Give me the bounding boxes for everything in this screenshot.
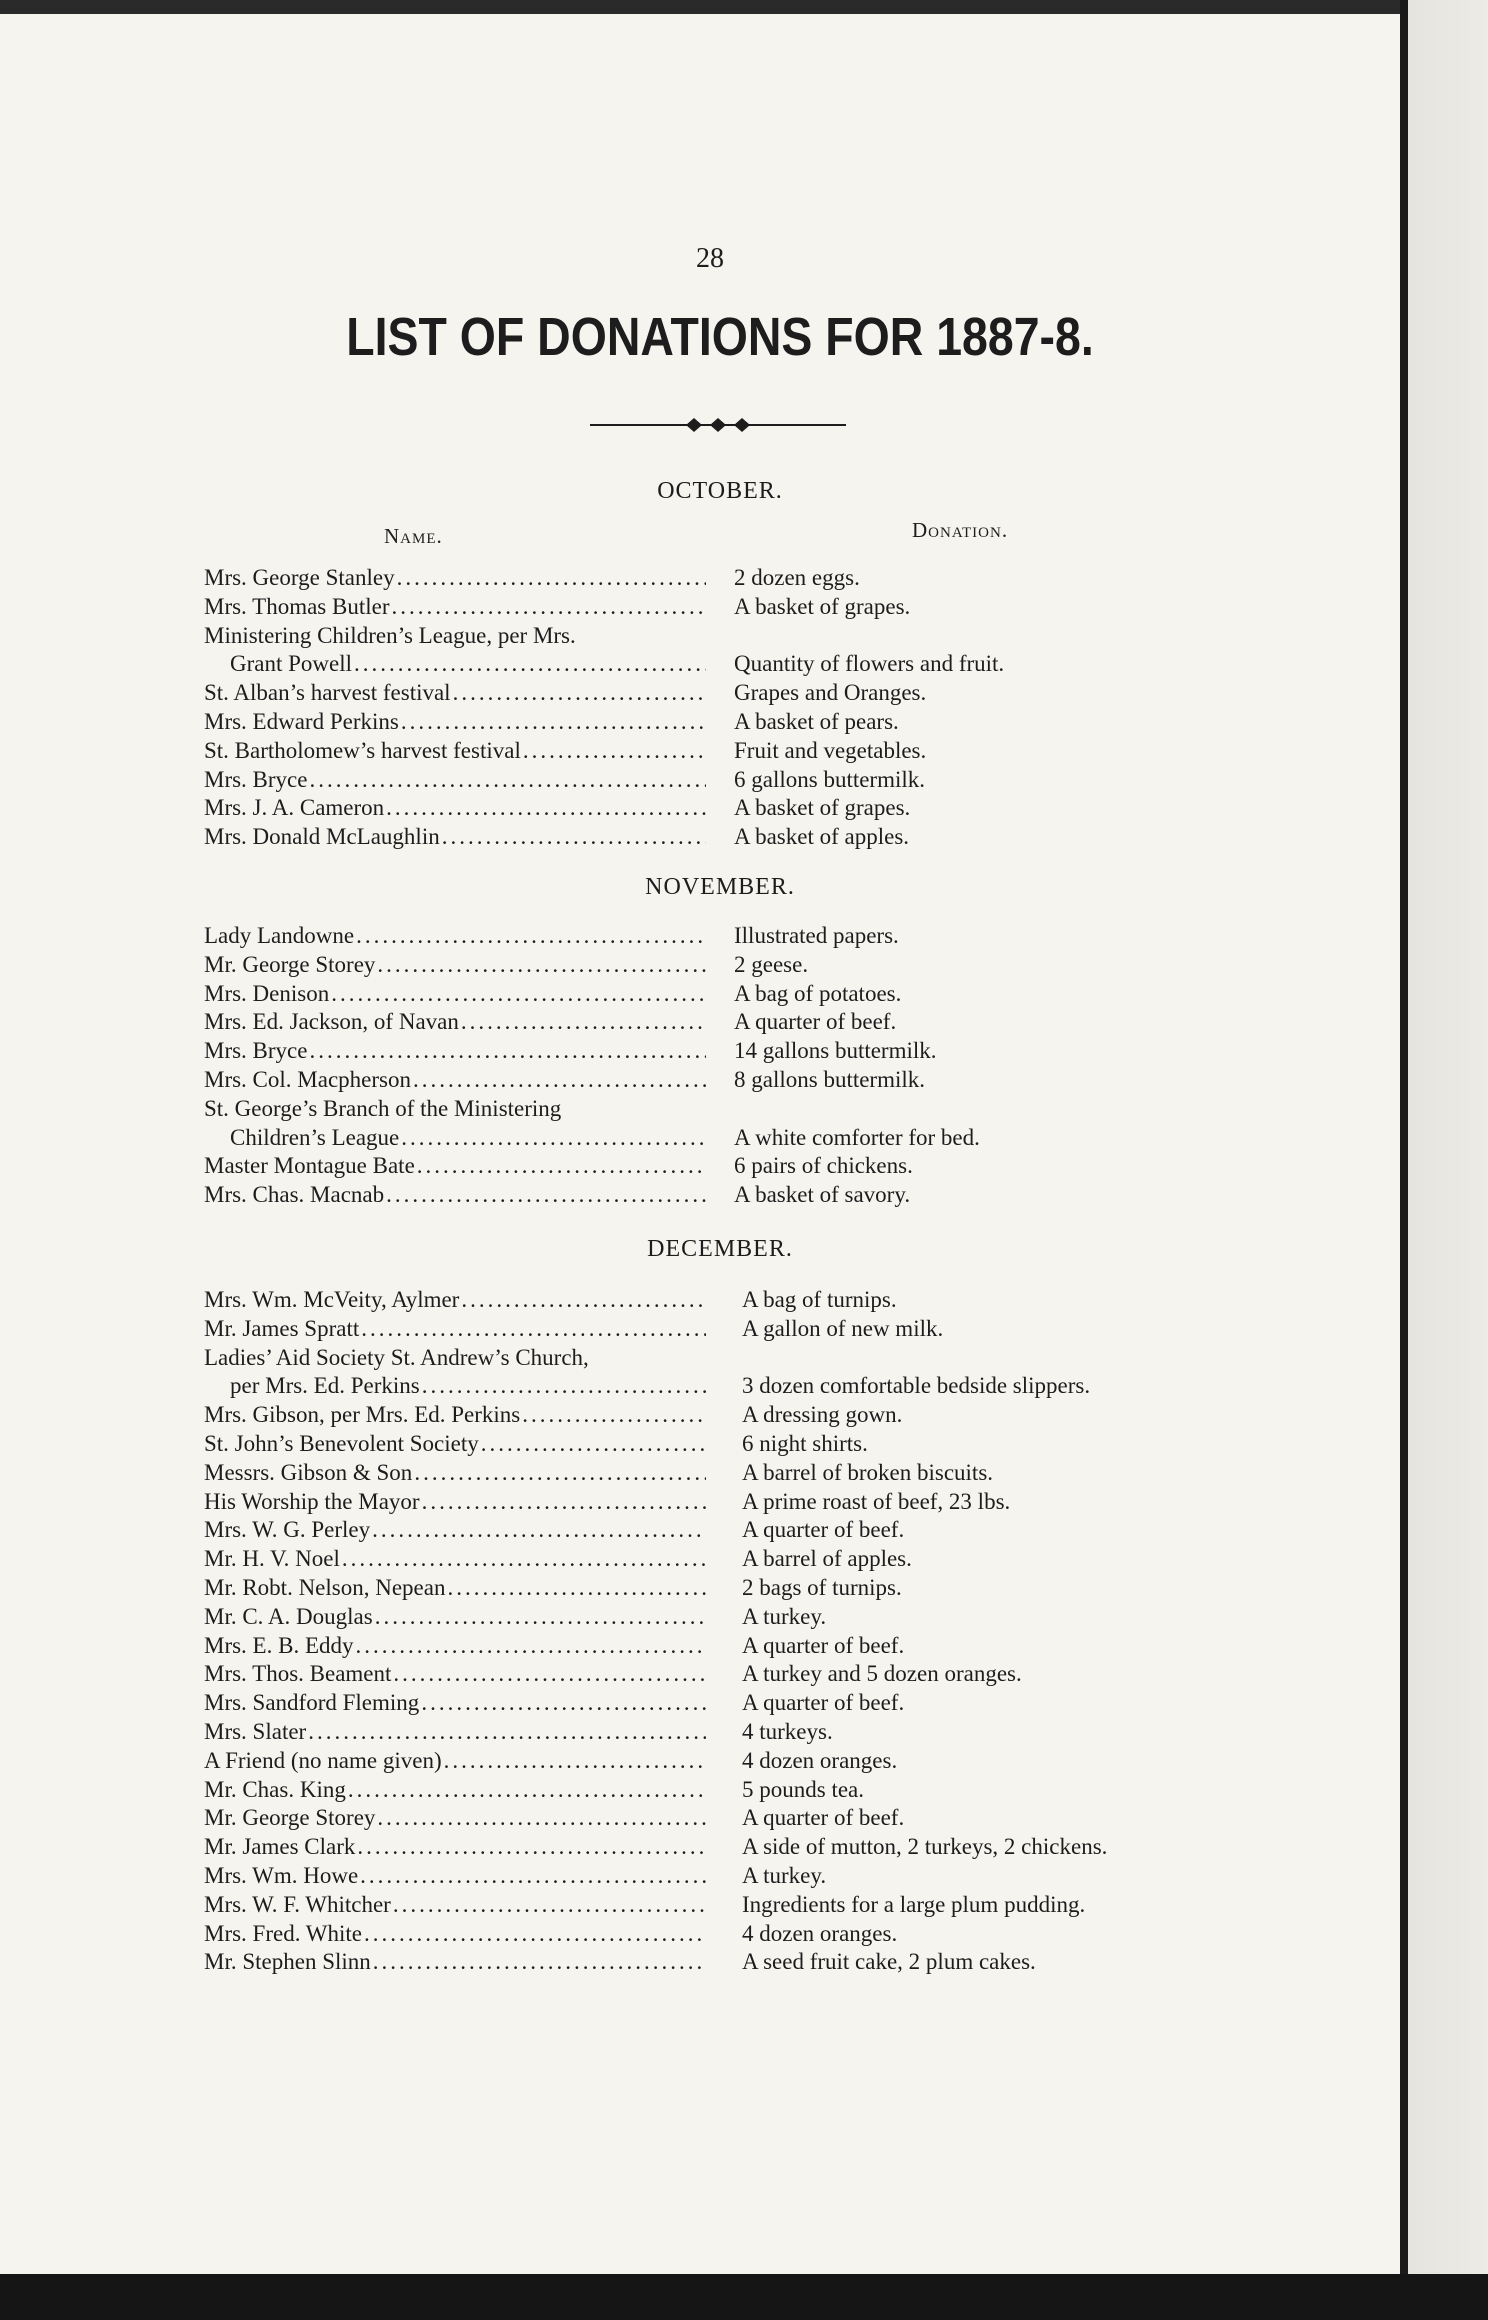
donor-name bbox=[204, 1748, 706, 1774]
donation-item: 2 bags of turnips. bbox=[742, 1575, 902, 1600]
leader-dots bbox=[386, 795, 706, 821]
donor-name bbox=[204, 1067, 706, 1093]
donor-name-text: Mrs. E. B. Eddy bbox=[204, 1632, 354, 1658]
donor-name-text: Mr. George Storey bbox=[204, 1805, 376, 1831]
leader-dots bbox=[481, 1431, 706, 1457]
donation-item: A basket of savory. bbox=[734, 1182, 911, 1208]
donor-name-text: Mr. H. V. Noel bbox=[204, 1546, 340, 1572]
donation-row bbox=[0, 981, 1400, 1011]
leader-dots bbox=[444, 1748, 706, 1774]
leader-dots bbox=[375, 1604, 706, 1630]
leader-dots bbox=[401, 1125, 706, 1151]
donation-item: A barrel of apples. bbox=[742, 1546, 912, 1572]
donation-row bbox=[0, 952, 1400, 982]
donation-row bbox=[0, 1777, 1400, 1807]
donation-row bbox=[0, 1009, 1400, 1039]
donation-item: A barrel of broken biscuits. bbox=[742, 1459, 994, 1485]
donor-name-text: Mrs. Edward Perkins bbox=[204, 709, 399, 734]
donor-name-text: Mr. James Clark bbox=[204, 1834, 356, 1860]
donor-name bbox=[204, 1402, 706, 1428]
leader-dots bbox=[364, 1921, 706, 1947]
donation-row bbox=[0, 767, 1400, 797]
donor-name-text: Mr. George Storey bbox=[204, 951, 376, 977]
leader-dots bbox=[397, 565, 706, 591]
donation-row bbox=[0, 680, 1400, 710]
donation-item: A basket of grapes. bbox=[734, 795, 911, 821]
leader-dots bbox=[377, 952, 706, 978]
donor-name bbox=[204, 1604, 706, 1630]
donor-name-text: Mrs. Chas. Macnab bbox=[204, 1182, 385, 1208]
donation-row bbox=[0, 1431, 1400, 1461]
leader-dots bbox=[356, 1633, 707, 1659]
donation-item: A white comforter for bed. bbox=[734, 1124, 980, 1150]
donation-item: A basket of grapes. bbox=[734, 593, 911, 619]
leader-dots bbox=[422, 1373, 706, 1399]
donor-name-text: Mr. Chas. King bbox=[204, 1776, 346, 1802]
donation-item: A dressing gown. bbox=[742, 1402, 903, 1428]
donation-row bbox=[0, 923, 1400, 953]
leader-dots bbox=[377, 1805, 706, 1831]
donation-row bbox=[0, 824, 1400, 854]
donor-name-text: Mrs. Ed. Jackson, of Navan bbox=[204, 1009, 459, 1035]
donor-name bbox=[230, 1373, 706, 1399]
leader-dots bbox=[342, 1546, 706, 1572]
donor-name-text: Mrs. W. F. Whitcher bbox=[204, 1891, 391, 1917]
donation-row bbox=[0, 1949, 1400, 1979]
donation-row bbox=[0, 738, 1400, 768]
leader-dots bbox=[447, 1575, 706, 1601]
donation-row bbox=[0, 1604, 1400, 1634]
donation-row bbox=[0, 1661, 1400, 1691]
leader-dots bbox=[309, 1038, 706, 1064]
donation-row bbox=[0, 1690, 1400, 1720]
donation-item: A side of mutton, 2 turkeys, 2 chickens. bbox=[742, 1834, 1108, 1860]
donation-item: Ingredients for a large plum pudding. bbox=[742, 1891, 1086, 1917]
donation-item: 6 pairs of chickens. bbox=[734, 1153, 913, 1179]
leader-dots bbox=[357, 1834, 706, 1860]
donation-item: A basket of apples. bbox=[734, 824, 910, 850]
donation-row bbox=[0, 1287, 1400, 1317]
donor-name bbox=[204, 1489, 706, 1515]
donor-name-text: Messrs. Gibson & Son bbox=[204, 1459, 413, 1485]
name-column-header: Name. bbox=[384, 524, 443, 548]
leader-dots bbox=[354, 651, 706, 677]
leader-dots bbox=[360, 1863, 706, 1889]
donor-name bbox=[204, 1834, 706, 1860]
leader-dots bbox=[393, 1892, 706, 1918]
donation-row bbox=[0, 795, 1400, 825]
donor-name-text: His Worship the Mayor bbox=[204, 1488, 420, 1514]
donor-name bbox=[204, 738, 706, 764]
donor-name-text: St. John’s Benevolent Society bbox=[204, 1431, 479, 1456]
donation-row bbox=[0, 1153, 1400, 1183]
donation-row bbox=[0, 1834, 1400, 1864]
donation-row bbox=[0, 594, 1400, 624]
donation-row bbox=[0, 1863, 1400, 1893]
donation-item: 6 gallons buttermilk. bbox=[734, 766, 926, 792]
donation-row bbox=[0, 565, 1400, 595]
donor-name bbox=[204, 1287, 706, 1313]
leader-dots bbox=[386, 1182, 706, 1208]
donation-row bbox=[0, 1517, 1400, 1547]
donation-row bbox=[0, 1892, 1400, 1922]
donation-row bbox=[0, 1345, 1400, 1375]
donor-name bbox=[204, 594, 706, 620]
leader-dots bbox=[422, 1489, 706, 1515]
donation-row bbox=[0, 1038, 1400, 1068]
donor-name-text: Children’s League bbox=[230, 1124, 400, 1150]
donation-item: 5 pounds tea. bbox=[742, 1776, 865, 1802]
donation-item: 4 dozen oranges. bbox=[742, 1747, 898, 1773]
donation-item: A quarter of beef. bbox=[742, 1690, 905, 1716]
page-edge bbox=[1400, 0, 1488, 2320]
donor-name bbox=[204, 1863, 706, 1889]
leader-dots bbox=[442, 824, 706, 850]
donor-name-text: Mrs. Thomas Butler bbox=[204, 593, 390, 619]
donor-name-text: Mrs. W. G. Perley bbox=[204, 1517, 371, 1543]
donation-item: A turkey and 5 dozen oranges. bbox=[742, 1661, 1022, 1687]
donor-name bbox=[204, 767, 706, 793]
donor-name-text: Mrs. Wm. Howe bbox=[204, 1863, 359, 1888]
donation-item: A quarter of beef. bbox=[742, 1517, 905, 1543]
donor-name bbox=[204, 1661, 706, 1687]
donation-item: 8 gallons buttermilk. bbox=[734, 1067, 926, 1092]
donation-item: A quarter of beef. bbox=[742, 1632, 905, 1658]
leader-dots bbox=[308, 1719, 706, 1745]
donation-item: A gallon of new milk. bbox=[742, 1315, 944, 1341]
donation-item: A turkey. bbox=[742, 1863, 827, 1888]
donor-name-text: Mrs. Slater bbox=[204, 1719, 307, 1744]
donor-name bbox=[204, 1546, 706, 1572]
donation-row bbox=[0, 1067, 1400, 1097]
donation-row bbox=[0, 1373, 1400, 1403]
month-heading: NOVEMBER. bbox=[645, 874, 795, 900]
donor-name bbox=[204, 565, 706, 591]
page-number: 28 bbox=[696, 243, 724, 274]
donation-row bbox=[0, 1125, 1400, 1155]
leader-dots bbox=[372, 1517, 706, 1543]
donor-name bbox=[230, 1125, 706, 1151]
donor-name bbox=[204, 1153, 706, 1179]
donor-name-text: Mrs. George Stanley bbox=[204, 565, 395, 590]
donation-item: 2 dozen eggs. bbox=[734, 565, 860, 590]
donation-item: 2 geese. bbox=[734, 951, 809, 977]
donor-name bbox=[204, 952, 706, 978]
donation-row bbox=[0, 1748, 1400, 1778]
page-title: LIST OF DONATIONS FOR 1887-8. bbox=[346, 307, 1094, 367]
donation-row bbox=[0, 1402, 1400, 1432]
donor-name-text: St. Bartholomew’s harvest festival bbox=[204, 737, 521, 763]
donor-name-text: Mrs. Thos. Beament bbox=[204, 1661, 392, 1687]
donor-name bbox=[204, 1182, 706, 1208]
donation-row bbox=[0, 1489, 1400, 1519]
donation-row bbox=[0, 1546, 1400, 1576]
leader-dots bbox=[421, 1690, 706, 1716]
donor-name bbox=[204, 1892, 706, 1918]
leader-dots bbox=[461, 1287, 706, 1313]
donor-name bbox=[204, 1575, 706, 1601]
donation-item: A basket of pears. bbox=[734, 709, 899, 734]
donation-item: Quantity of flowers and fruit. bbox=[734, 651, 1005, 677]
donor-name bbox=[204, 680, 706, 706]
donor-name bbox=[204, 1921, 706, 1947]
donation-row bbox=[0, 1316, 1400, 1346]
donor-name bbox=[204, 1719, 706, 1745]
leader-dots bbox=[453, 680, 706, 706]
donation-row bbox=[0, 1575, 1400, 1605]
donor-name-text: Mr. Stephen Slinn bbox=[204, 1949, 371, 1975]
leader-dots bbox=[523, 738, 706, 764]
donation-row bbox=[0, 1182, 1400, 1212]
donation-item: 4 dozen oranges. bbox=[742, 1920, 898, 1946]
leader-dots bbox=[331, 981, 706, 1007]
donor-name-text: Mrs. Wm. McVeity, Aylmer bbox=[204, 1287, 460, 1312]
donation-row bbox=[0, 1719, 1400, 1749]
donation-item: 3 dozen comfortable bedside slippers. bbox=[742, 1373, 1091, 1399]
donor-name-text: Mrs. Col. Macpherson bbox=[204, 1067, 411, 1092]
month-heading: OCTOBER. bbox=[657, 478, 783, 504]
donation-item: 4 turkeys. bbox=[742, 1719, 833, 1744]
donation-item: A quarter of beef. bbox=[734, 1009, 897, 1035]
donor-name-text: St. George’s Branch of the Ministering bbox=[204, 1095, 562, 1121]
donor-name bbox=[230, 651, 706, 677]
donor-name bbox=[204, 981, 706, 1007]
donor-name-text: Mrs. J. A. Cameron bbox=[204, 795, 385, 821]
leader-dots bbox=[401, 709, 706, 735]
donor-name-text: Mr. Robt. Nelson, Nepean bbox=[204, 1575, 446, 1600]
donor-name-text: Mrs. Fred. White bbox=[204, 1920, 363, 1946]
donation-row bbox=[0, 1460, 1400, 1490]
donor-name bbox=[204, 1460, 706, 1486]
donor-name bbox=[204, 709, 706, 735]
month-heading: DECEMBER. bbox=[647, 1236, 793, 1262]
donor-name-text: per Mrs. Ed. Perkins bbox=[230, 1373, 420, 1399]
donor-name bbox=[204, 1517, 706, 1543]
donor-name bbox=[204, 1096, 706, 1122]
donation-item: A prime roast of beef, 23 lbs. bbox=[742, 1488, 1011, 1514]
donation-row bbox=[0, 651, 1400, 681]
donor-name-text: Mrs. Gibson, per Mrs. Ed. Perkins bbox=[204, 1402, 521, 1428]
donation-item: Grapes and Oranges. bbox=[734, 680, 927, 706]
donation-item: A bag of potatoes. bbox=[734, 980, 902, 1006]
donor-name bbox=[204, 1431, 706, 1457]
donor-name-text: A Friend (no name given) bbox=[204, 1747, 442, 1773]
donor-name bbox=[204, 1690, 706, 1716]
donor-name bbox=[204, 1316, 706, 1342]
donor-name-text: Mrs. Bryce bbox=[204, 766, 308, 792]
donation-row bbox=[0, 1921, 1400, 1951]
donation-item: 14 gallons buttermilk. bbox=[734, 1038, 937, 1064]
donor-name-text: Grant Powell bbox=[230, 651, 353, 677]
leader-dots bbox=[414, 1460, 706, 1486]
donor-name-text: St. Alban’s harvest festival bbox=[204, 680, 451, 706]
donor-name-text: Ministering Children’s League, per Mrs. bbox=[204, 622, 576, 648]
donor-name-text: Mr. James Spratt bbox=[204, 1315, 360, 1341]
leader-dots bbox=[361, 1316, 706, 1342]
donation-row bbox=[0, 623, 1400, 653]
donation-column-header: Donation. bbox=[912, 518, 1009, 542]
donation-item: Fruit and vegetables. bbox=[734, 737, 927, 763]
donor-name bbox=[204, 1949, 706, 1975]
donation-row bbox=[0, 1096, 1400, 1126]
donor-name-text: Mr. C. A. Douglas bbox=[204, 1603, 373, 1629]
donation-row bbox=[0, 1633, 1400, 1663]
leader-dots bbox=[393, 1661, 706, 1687]
donor-name bbox=[204, 623, 706, 649]
leader-dots bbox=[413, 1067, 706, 1093]
donor-name bbox=[204, 1345, 706, 1371]
leader-dots bbox=[417, 1153, 706, 1179]
leader-dots bbox=[348, 1777, 706, 1803]
donation-row bbox=[0, 709, 1400, 739]
donation-item: A turkey. bbox=[742, 1603, 827, 1629]
donor-name-text: Ladies’ Aid Society St. Andrew’s Church, bbox=[204, 1344, 589, 1370]
donor-name-text: Master Montague Bate bbox=[204, 1153, 415, 1179]
donation-item: 6 night shirts. bbox=[742, 1431, 868, 1456]
scan-border bbox=[0, 2274, 1488, 2320]
donor-name bbox=[204, 1777, 706, 1803]
donor-name bbox=[204, 1009, 706, 1035]
ornament-divider bbox=[590, 413, 846, 437]
leader-dots bbox=[373, 1949, 706, 1975]
donor-name bbox=[204, 824, 706, 850]
donation-item: A seed fruit cake, 2 plum cakes. bbox=[742, 1949, 1036, 1975]
donor-name bbox=[204, 1038, 706, 1064]
donation-item: A bag of turnips. bbox=[742, 1287, 897, 1312]
donor-name-text: Mrs. Sandford Fleming bbox=[204, 1690, 420, 1716]
donor-name-text: Lady Landowne bbox=[204, 923, 355, 948]
donor-name bbox=[204, 795, 706, 821]
donor-name-text: Mrs. Denison bbox=[204, 980, 330, 1006]
leader-dots bbox=[356, 923, 706, 949]
donation-row bbox=[0, 1805, 1400, 1835]
donation-item: Illustrated papers. bbox=[734, 923, 899, 948]
donor-name bbox=[204, 1805, 706, 1831]
leader-dots bbox=[391, 594, 706, 620]
donor-name-text: Mrs. Bryce bbox=[204, 1038, 308, 1064]
donation-item: A quarter of beef. bbox=[742, 1805, 905, 1831]
leader-dots bbox=[461, 1009, 706, 1035]
donor-name bbox=[204, 1633, 706, 1659]
donor-name-text: Mrs. Donald McLaughlin bbox=[204, 824, 440, 850]
leader-dots bbox=[522, 1402, 706, 1428]
leader-dots bbox=[309, 767, 706, 793]
donor-name bbox=[204, 923, 706, 949]
